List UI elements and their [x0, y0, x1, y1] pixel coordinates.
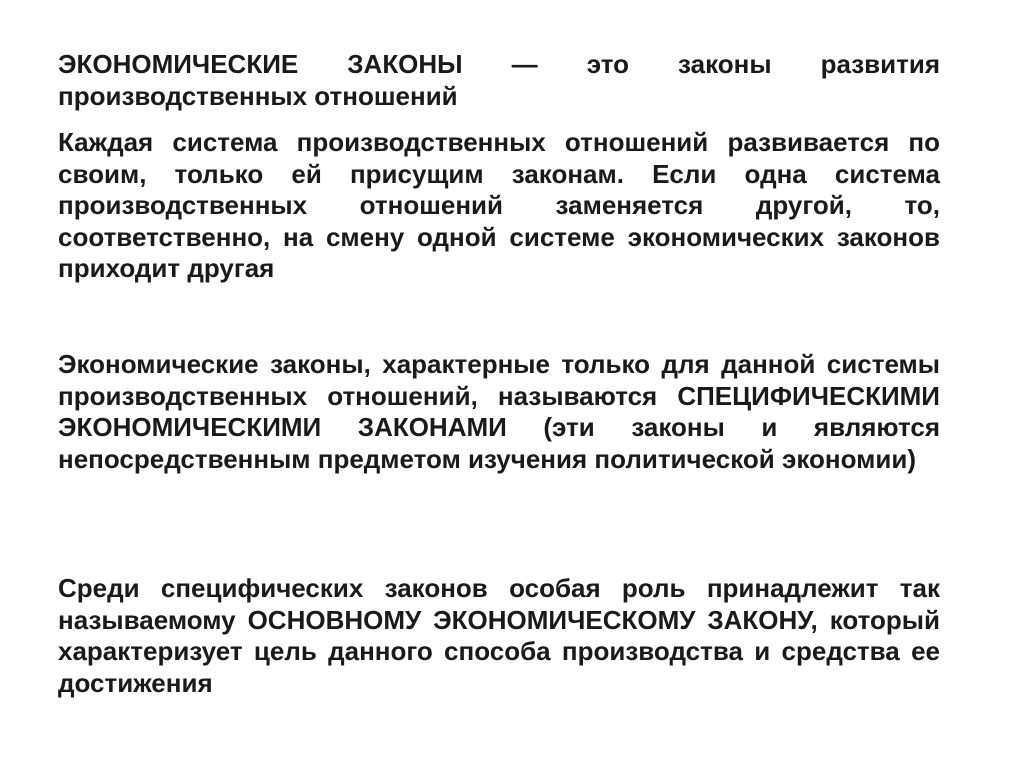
paragraph-system-laws: Каждая система производственных отношений развивается по своим, только ей присущим законам. Если одна система производственных отношений заменяется другой, то, соответственно, на смену одной системе экономических законов приходит другая — [58, 127, 940, 283]
paragraph-definition: ЭКОНОМИЧЕСКИЕ ЗАКОНЫ — это законы развития производственных отношений — [58, 49, 940, 111]
paragraph-basic-law: Среди специфических законов особая роль принадлежит так называемому ОСНОВНОМУ ЭКОНОМИЧЕСКОМУ ЗАКОНУ, который характеризует цель данного способа производства и средства ее достижения — [58, 573, 940, 698]
paragraph-specific-laws: Экономические законы, характерные только для данной системы производственных отношений, называются СПЕЦИФИЧЕСКИМИ ЭКОНОМИЧЕСКИМИ ЗАКОНАМИ (эти законы и являются непосредственным предметом изучения политической экономии) — [58, 349, 940, 474]
